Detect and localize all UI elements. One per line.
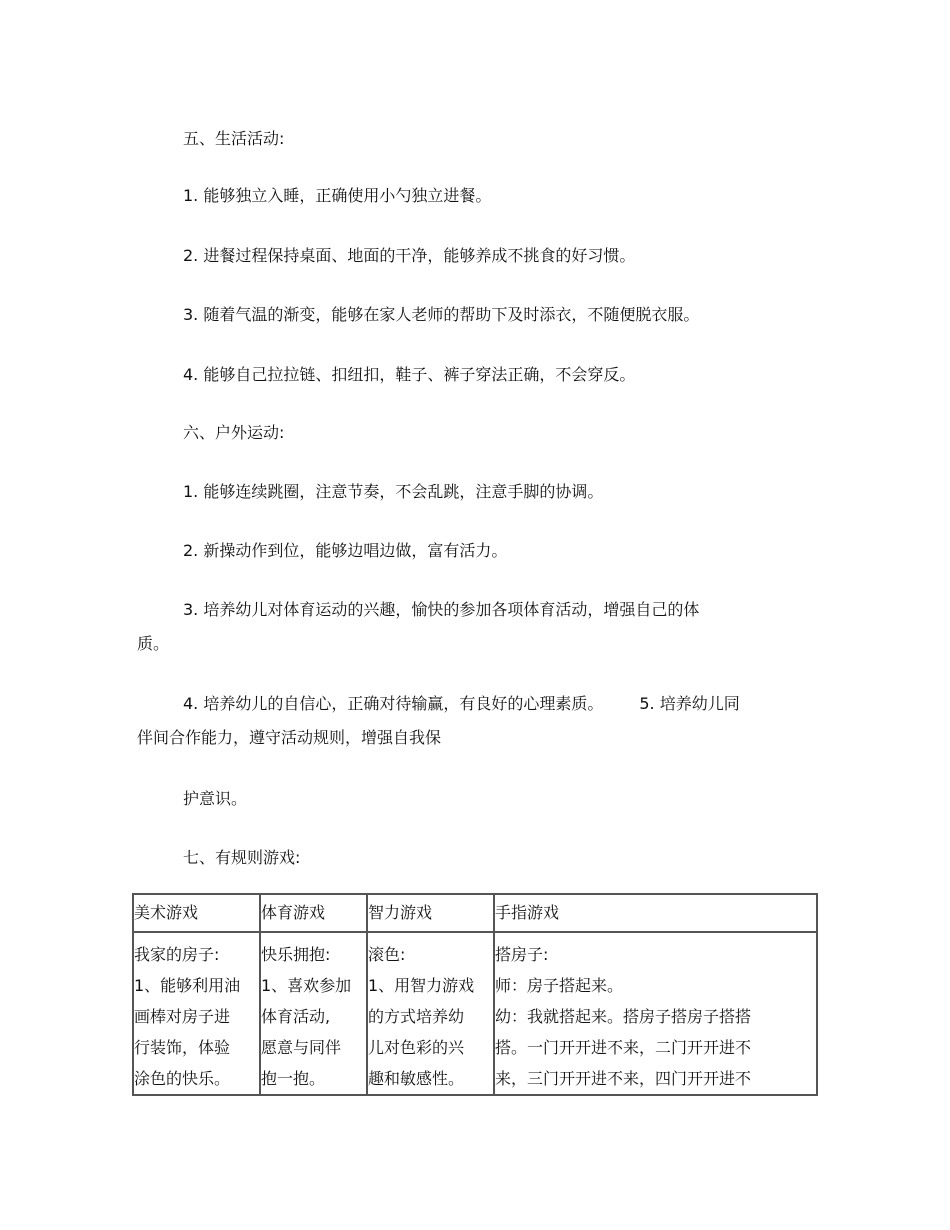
- cell-line: 体育活动,: [261, 1007, 331, 1026]
- cell-line: 搭房子:: [495, 945, 549, 964]
- life-item-4: 4. 能够自己拉拉链、扣纽扣，鞋子、裤子穿法正确，不会穿反。: [183, 365, 636, 384]
- outdoor-item-3-line-1: 3. 培养幼儿对体育运动的兴趣，愉快的参加各项体育活动，增强自己的体: [183, 600, 700, 619]
- cell-line: 愿意与同伴: [261, 1038, 342, 1057]
- outdoor-item-3-line-2: 质。: [137, 634, 170, 653]
- section-heading-life: 五、生活活动:: [183, 129, 285, 148]
- section-heading-outdoor: 六、户外运动:: [183, 423, 285, 442]
- cell-line: 涂色的快乐。: [134, 1069, 231, 1088]
- games-table: [132, 893, 818, 1096]
- games-table-header-row: [133, 894, 817, 932]
- outdoor-item-5-line-2: 伴间合作能力，遵守活动规则，增强自我保: [137, 728, 442, 747]
- cell-sports-game: [260, 932, 367, 1095]
- header-art-games: 美术游戏: [133, 894, 260, 932]
- outdoor-item-1: 1. 能够连续跳圈，注意节奏，不会乱跳，注意手脚的协调。: [183, 482, 604, 501]
- outdoor-item-2: 2. 新操动作到位，能够边唱边做，富有活力。: [183, 541, 508, 560]
- cell-line: 1、能够利用油: [134, 976, 241, 995]
- outdoor-item-5-line-3: 护意识。: [183, 789, 248, 808]
- header-finger-games: 手指游戏: [494, 894, 817, 932]
- cell-line: 儿对色彩的兴: [368, 1038, 465, 1057]
- cell-finger-game: [494, 932, 817, 1095]
- table-row: [133, 932, 817, 1095]
- cell-line: 1、用智力游戏: [368, 976, 475, 995]
- cell-line: 趣和敏感性。: [368, 1069, 465, 1088]
- cell-line: 幼：我就搭起来。搭房子搭房子搭搭: [495, 1007, 752, 1026]
- cell-line: 搭。一门开开进不来，二门开开进不: [495, 1038, 752, 1057]
- cell-intellect-game: [367, 932, 494, 1095]
- outdoor-item-4: [183, 694, 740, 714]
- header-sports-games: 体育游戏: [260, 894, 367, 932]
- cell-line: 行装饰，体验: [134, 1038, 231, 1057]
- cell-line: 我家的房子:: [134, 945, 220, 964]
- header-intellect-games: 智力游戏: [367, 894, 494, 932]
- cell-line: 画棒对房子进: [134, 1007, 231, 1026]
- cell-line: 来，三门开开进不来，四门开开进不: [495, 1069, 752, 1088]
- life-item-3: 3. 随着气温的渐变，能够在家人老师的帮助下及时添衣，不随便脱衣服。: [183, 305, 700, 324]
- cell-line: 师：房子搭起来。: [495, 976, 624, 995]
- section-heading-games: 七、有规则游戏:: [183, 848, 301, 867]
- cell-line: 的方式培养幼: [368, 1007, 465, 1026]
- cell-art-game: [133, 932, 260, 1095]
- outdoor-item-4-text: 4. 培养幼儿的自信心，正确对待输赢，有良好的心理素质。: [183, 694, 604, 713]
- cell-line: 滚色:: [368, 945, 406, 964]
- cell-line: 1、喜欢参加: [261, 976, 352, 995]
- life-item-2: 2. 进餐过程保持桌面、地面的干净，能够养成不挑食的好习惯。: [183, 246, 636, 265]
- cell-line: 抱一抱。: [261, 1069, 326, 1088]
- outdoor-item-5-start: 5. 培养幼儿同: [639, 694, 740, 713]
- life-item-1: 1. 能够独立入睡，正确使用小勺独立进餐。: [183, 186, 492, 205]
- cell-line: 快乐拥抱:: [261, 945, 331, 964]
